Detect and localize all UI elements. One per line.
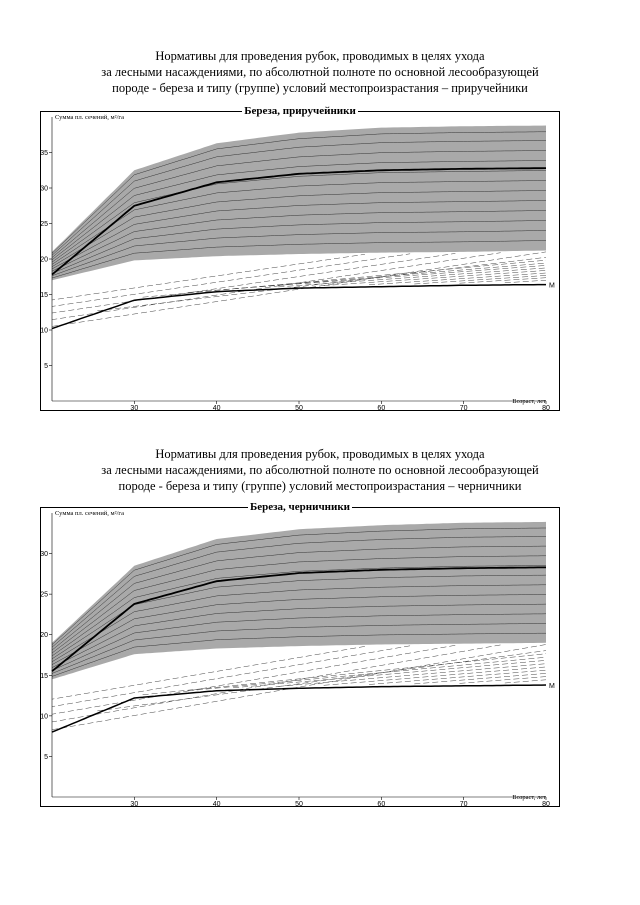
guide-line	[97, 645, 591, 711]
guide-line	[143, 252, 637, 297]
guide-line	[188, 645, 640, 691]
x-tick-label: 40	[212, 405, 221, 412]
heading-2	[0, 446, 640, 494]
guide-line	[414, 252, 640, 284]
guide-line	[550, 645, 640, 683]
chart-1	[40, 105, 560, 412]
y-tick-label: 25	[40, 221, 48, 228]
chart-2	[40, 501, 560, 808]
minimum-line	[52, 685, 546, 732]
y-tick-label: 20	[40, 256, 48, 264]
guide-line	[278, 252, 640, 287]
heading-1-line-1: Нормативы для проведения рубок, проводимых в целях ухода	[155, 49, 485, 63]
y-tick-label: 10	[40, 327, 48, 335]
guide-line	[324, 645, 640, 686]
heading-1	[0, 48, 640, 96]
y-tick-label: 35	[40, 150, 48, 157]
x-tick-label: 80	[542, 405, 550, 412]
x-tick-label: 60	[377, 801, 386, 808]
y-tick-label: 30	[40, 551, 48, 559]
guide-line	[505, 645, 640, 684]
x-tick-label: 30	[130, 405, 139, 412]
y-tick-label: 25	[40, 591, 48, 599]
chart-1-title: Береза, приручейники	[244, 105, 356, 117]
y-tick-label: 15	[40, 672, 48, 680]
guide-line	[505, 252, 640, 283]
y-tick-label: 10	[40, 713, 48, 721]
y-tick-label: 30	[40, 185, 48, 193]
x-tick-label: 50	[295, 405, 303, 412]
guide-line	[595, 645, 640, 683]
guide-line	[550, 252, 640, 283]
heading-1-line-3: породе - береза и типу (группе) условий местопроизрастания – приручейники	[112, 81, 528, 95]
chart-1-ylabel: Сумма пл. сечений, м²/га	[55, 114, 124, 121]
x-tick-label: 40	[212, 801, 221, 808]
y-tick-label: 20	[40, 632, 48, 640]
x-tick-label: 80	[542, 801, 550, 808]
guide-line	[233, 645, 640, 691]
band-area	[52, 522, 546, 679]
guide-line	[97, 252, 591, 311]
x-tick-label: 60	[377, 405, 386, 412]
guide-line	[595, 252, 640, 283]
guide-line	[460, 645, 640, 684]
y-tick-label: 5	[44, 363, 48, 370]
x-tick-label: 70	[459, 801, 468, 808]
heading-2-line-2: за лесными насаждениями, по абсолютной полноте по основной лесообразующей	[101, 463, 539, 477]
x-tick-label: 50	[295, 801, 303, 808]
chart-2-title: Береза, черничники	[249, 501, 350, 513]
minimum-line	[52, 285, 546, 329]
heading-2-line-1: Нормативы для проведения рубок, проводимых в целях ухода	[155, 447, 485, 461]
guide-line	[369, 645, 640, 685]
chart-2-ylabel: Сумма пл. сечений, м²/га	[55, 510, 124, 517]
chart-2-plot	[40, 507, 560, 807]
y-tick-label: 15	[40, 292, 48, 299]
minimum-line-label: M	[549, 683, 555, 691]
chart-1-plot	[40, 111, 560, 411]
heading-1-line-2: за лесными насаждениями, по абсолютной полноте по основной лесообразующей	[101, 65, 539, 79]
heading-2-line-3: породе - береза и типу (группе) условий местопроизрастания – черничники	[118, 479, 522, 493]
chart-1-xlabel: Возраст, лет	[512, 398, 546, 405]
x-tick-label: 70	[459, 405, 468, 412]
guide-line	[460, 252, 640, 283]
y-tick-label: 5	[44, 753, 48, 761]
minimum-line-label: M	[549, 282, 555, 290]
chart-2-xlabel: Возраст, лет	[512, 794, 546, 801]
x-tick-label: 30	[130, 801, 139, 808]
